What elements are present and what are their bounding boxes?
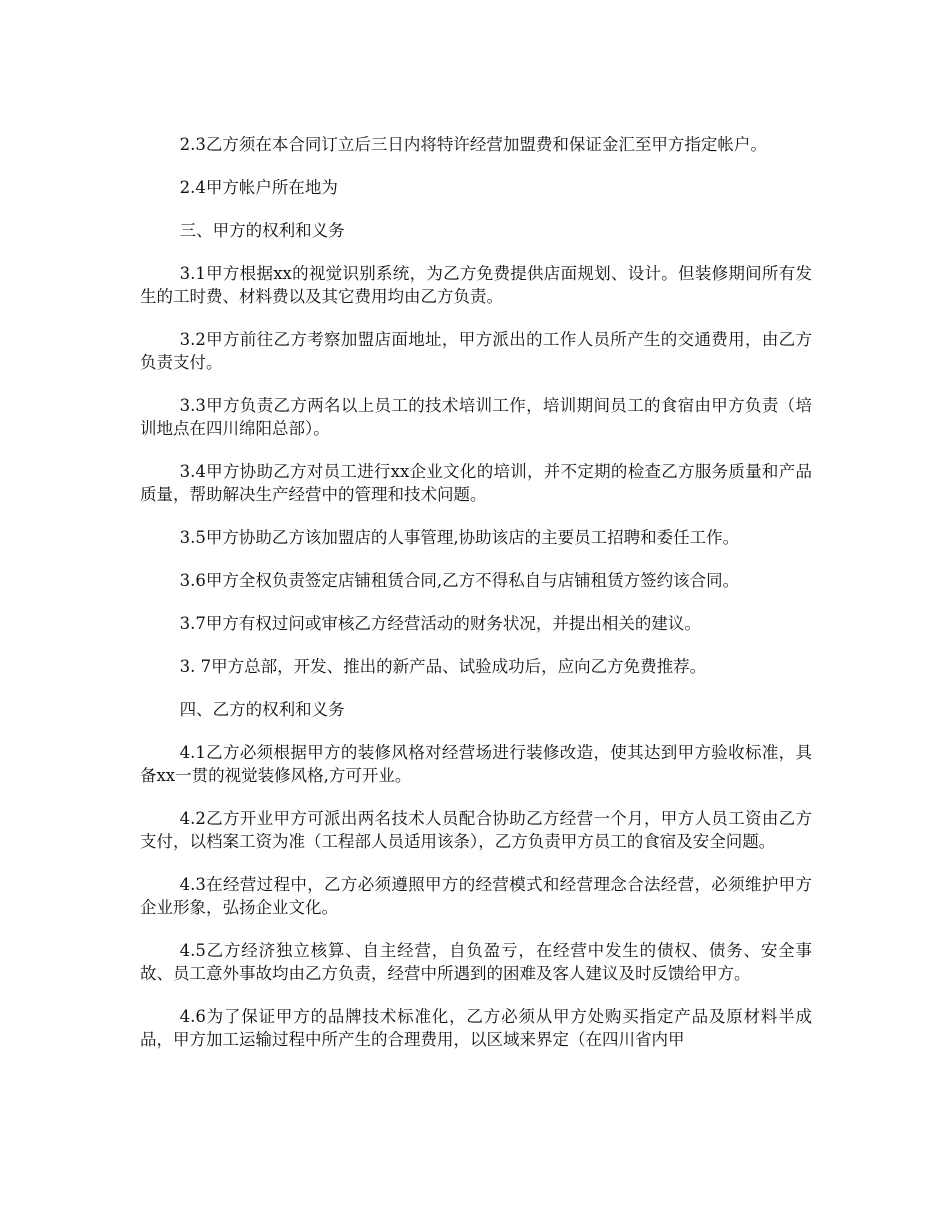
clause-2-3: 2.3乙方须在本合同订立后三日内将特许经营加盟费和保证金汇至甲方指定帐户。 xyxy=(179,135,767,154)
clause-3-4: 3.4甲方协助乙方对员工进行xx企业文化的培训，并不定期的检查乙方服务质量和产品质量，帮助解决生产经营中的管理和技术问题。 xyxy=(140,462,812,504)
clause-3-2: 3.2甲方前往乙方考察加盟店面地址，甲方派出的工作人员所产生的交通费用，由乙方负责支付。 xyxy=(140,330,812,372)
clause-4-5: 4.5乙方经济独立核算、自主经营，自负盈亏，在经营中发生的债权、债务、安全事故、员工意外事故均由乙方负责，经营中所遇到的困难及客人建议及时反馈给甲方。 xyxy=(140,941,812,983)
clause-3-6: 3.6甲方全权负责签定店铺租赁合同,乙方不得私自与店铺租赁方签约该合同。 xyxy=(179,571,740,590)
clause-4-6: 4.6为了保证甲方的品牌技术标准化，乙方必须从甲方处购买指定产品及原材料半成品，甲方加工运输过程中所产生的合理费用，以区域来界定（在四川省内甲 xyxy=(140,1007,812,1049)
clause-3-5: 3.5甲方协助乙方该加盟店的人事管理,协助该店的主要员工招聘和委任工作。 xyxy=(179,528,740,547)
clause-2-4: 2.4甲方帐户所在地为 xyxy=(179,178,338,197)
clause-4-3: 4.3在经营过程中，乙方必须遵照甲方的经营模式和经营理念合法经营，必须维护甲方企业形象，弘扬企业文化。 xyxy=(140,875,812,917)
clause-3-3: 3.3甲方负责乙方两名以上员工的技术培训工作，培训期间员工的食宿由甲方负责（培训地点在四川绵阳总部）。 xyxy=(140,396,812,438)
clause-3-1: 3.1甲方根据xx的视觉识别系统，为乙方免费提供店面规划、设计。但装修期间所有发生的工时费、材料费以及其它费用均由乙方负责。 xyxy=(140,264,812,306)
clause-4-1: 4.1乙方必须根据甲方的装修风格对经营场进行装修改造，使其达到甲方验收标准，具备xx一贯的视觉装修风格,方可开业。 xyxy=(140,743,812,785)
clause-3-7-new-products: 3. 7甲方总部，开发、推出的新产品、试验成功后，应向乙方免费推荐。 xyxy=(179,657,707,676)
section-heading-party-b: 四、乙方的权利和义务 xyxy=(179,700,345,719)
clause-3-7: 3.7甲方有权过问或审核乙方经营活动的财务状况，并提出相关的建议。 xyxy=(179,614,701,633)
document-body xyxy=(140,133,812,1071)
clause-4-2: 4.2乙方开业甲方可派出两名技术人员配合协助乙方经营一个月，甲方人员工资由乙方支付，以档案工资为准（工程部人员适用该条），乙方负责甲方员工的食宿及安全问题。 xyxy=(140,809,812,851)
section-heading-party-a: 三、甲方的权利和义务 xyxy=(179,221,345,240)
